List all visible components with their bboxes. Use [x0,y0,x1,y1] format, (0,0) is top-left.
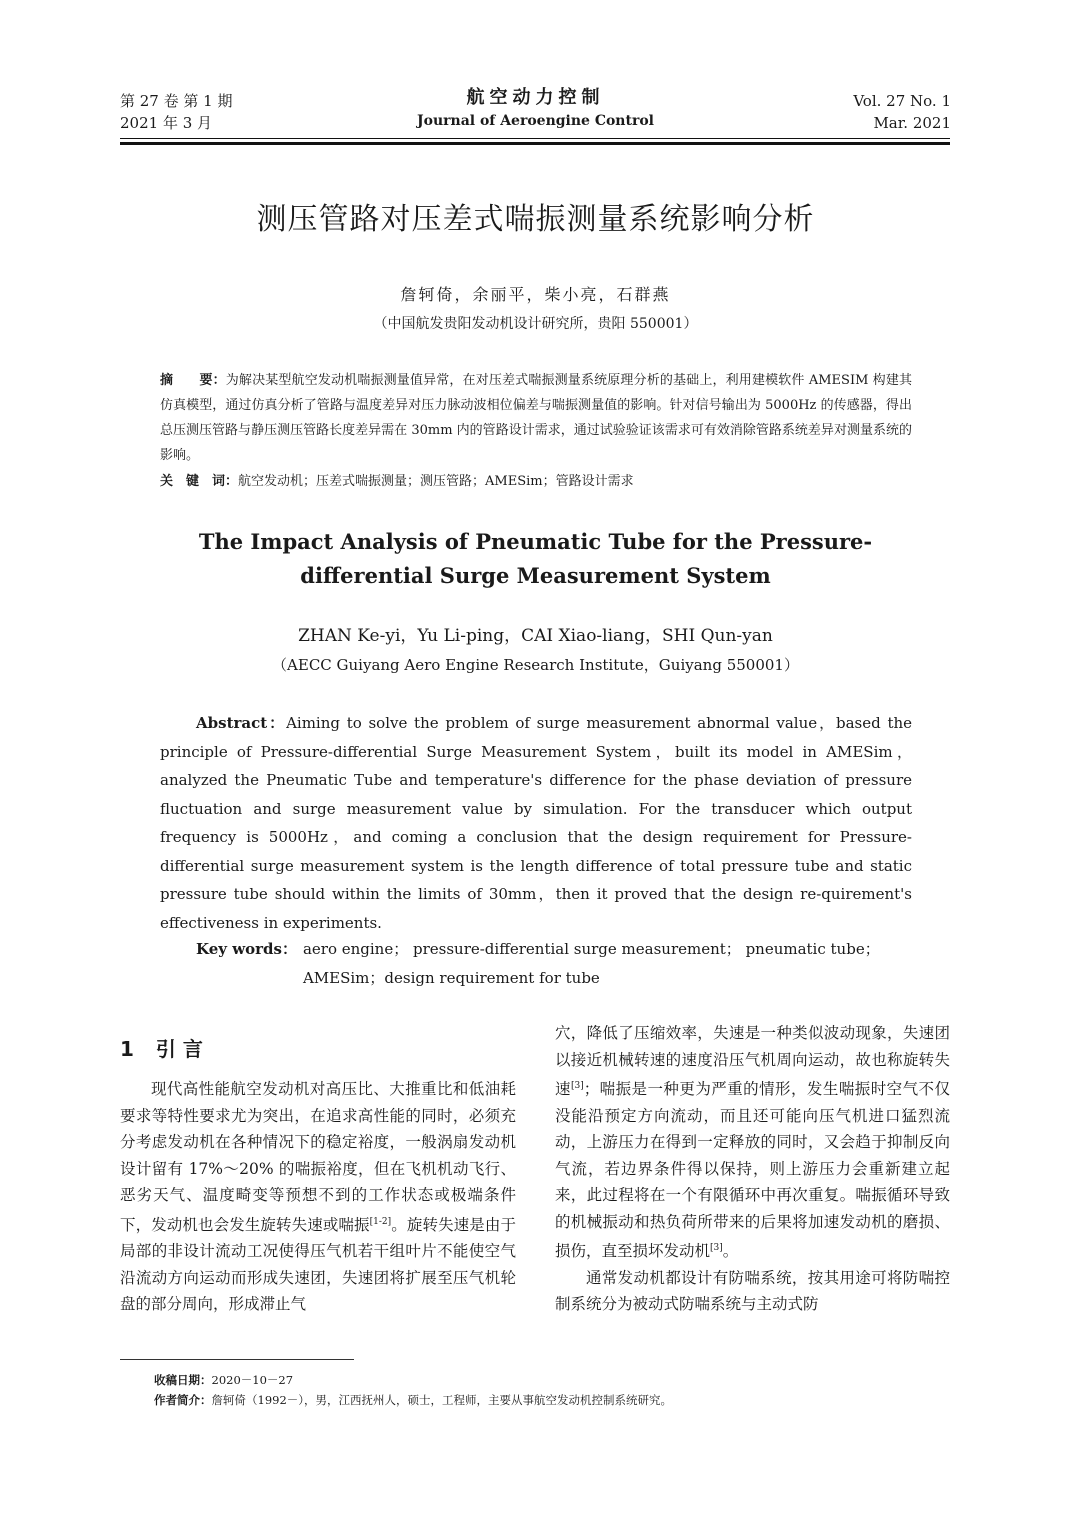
header-date-en: Mar. 2021 [873,114,951,132]
body-text: ；喘振是一种更为严重的情形，发生喘振时空气不仅没能沿预定方向流动，而且还可能向压气机进口猛烈流动，上游压力在得到一定释放的同时，又会趋于抑制反向气流，若边界条件得以保持，则上游压力会重新建立起来，此过程将在一个有限循环中再次重复。喘振循环导致的机械振动和热负荷所带来的后果将加速发动机的磨损、损伤，直至损坏发动机 [555,1080,950,1261]
body-column-left [120,1076,516,1318]
authors-cn: 詹轲倚，余丽平，柴小亮，石群燕 [400,285,671,304]
header-rule-thick [120,142,950,145]
paper-title-en: The Impact Analysis of Pneumatic Tube for the Pressure-differential Surge Measurement System [198,529,873,588]
keywords-cn-label: 关 键 词： [160,474,239,489]
footnote-received [154,1370,293,1390]
body-text: 穴，降低了压缩效率，失速是一种类似波动现象，失速团以接近机械转速的速度沿压气机周向运动，故也称旋转失速 [555,1024,950,1099]
journal-name-cn: 航空动力控制 [466,87,605,108]
citation-ref: [3] [570,1081,584,1091]
header-volume-info [853,90,951,134]
header-rule-thin [120,138,950,139]
abstract-en-label: Abstract： [196,714,287,732]
footnote-author-value: 詹轲倚（1992－），男，江西抚州人，硕士，工程师，主要从事航空发动机控制系统研究。 [211,1393,673,1407]
body-paragraph: 通常发动机都设计有防喘系统，按其用途可将防喘控制系统分为被动式防喘系统与主动式防 [555,1268,950,1314]
keywords-en-text: aero engine； pressure-differential surge measurement； pneumatic tube； AMESim；design requirement for tube [302,940,880,987]
abstract-cn-text: 为解决某型航空发动机喘振测量值异常，在对压差式喘振测量系统原理分析的基础上，利用建模软件 AMESIM 构建其仿真模型，通过仿真分析了管路与温度差异对压力脉动波相位偏差与喘振测量值的影响。针对信号输出为 5000Hz 的传感器，得出总压测压管路与静压测压管路长度差异需在 30mm 内的管路设计需求，通过试验验证该需求可有效消除管路系统差异对测量系统的影响。 [160,373,912,463]
abstract-cn-label: 摘 要： [160,373,226,388]
header-volume-cn: 第 27 卷 第 1 期 [120,92,233,110]
abstract-en-text: Aiming to solve the problem of surge measurement abnormal value，based the principle of Pressure-differential Surge Measurement System，built its model in AMESim，analyzed the Pneumatic Tube and temperature's difference for the phase deviation of pressure fluctuation and surge measurement value by simulation. For the transducer which output frequency is 5000Hz，and coming a conclusion that the design requirement for Pressure-differential surge measurement system is the length difference of total pressure tube and static pressure tube should within the limits of 30mm，then it proved that the design re-quirement's effectiveness in experiments. [160,714,913,932]
authors-en: ZHAN Ke-yi，Yu Li-ping，CAI Xiao-liang，SHI Qun-yan [298,626,773,646]
header-volume-en: Vol. 27 No. 1 [853,92,951,110]
section-number: 1 [120,1037,134,1061]
footnote-author [154,1390,672,1410]
body-paragraph [555,1020,950,1265]
keywords-en-label: Key words： [196,940,297,958]
affiliation-cn: （中国航发贵阳发动机设计研究所，贵阳 550001） [373,316,698,332]
section-title: 引 言 [155,1037,203,1061]
body-text: 现代高性能航空发动机对高压比、大推重比和低油耗要求等特性要求尤为突出，在追求高性能的同时，必须充分考虑发动机在各种情况下的稳定裕度，一般涡扇发动机设计留有 17%～20% 的喘振裕度，但在飞机机动飞行、恶劣天气、温度畸变等预想不到的工作状态或极端条件下，发动机也会发生旋转失速或喘振 [120,1080,516,1234]
footnote-rule [120,1359,354,1360]
paper-title-cn: 测压管路对压差式喘振测量系统影响分析 [256,202,815,237]
abstract-en [160,709,912,937]
footnote-author-label: 作者简介： [154,1393,212,1407]
keywords-cn [160,470,912,494]
abstract-cn [160,368,912,468]
keywords-en [196,935,912,993]
footnote-received-value: 2020－10－27 [211,1373,294,1387]
body-text: 。 [722,1242,739,1261]
header-date-cn: 2021 年 3 月 [120,114,213,132]
footnote-received-label: 收稿日期： [154,1373,212,1387]
section-heading [120,1034,203,1064]
journal-name-en: Journal of Aeroengine Control [417,113,654,129]
citation-ref: [1-2] [369,1216,392,1227]
body-paragraph [120,1076,516,1318]
citation-ref: [3] [710,1243,723,1254]
body-column-right [555,1020,950,1318]
body-text: 。旋转失速是由于局部的非设计流动工况使得压气机若干组叶片不能使空气沿流动方向运动而形成失速团，失速团将扩展至压气机轮盘的部分周向，形成滞止气 [120,1215,516,1314]
keywords-cn-text: 航空发动机；压差式喘振测量；测压管路；AMESim；管路设计需求 [238,474,634,489]
affiliation-en: （AECC Guiyang Aero Engine Research Institute，Guiyang 550001） [272,656,799,674]
